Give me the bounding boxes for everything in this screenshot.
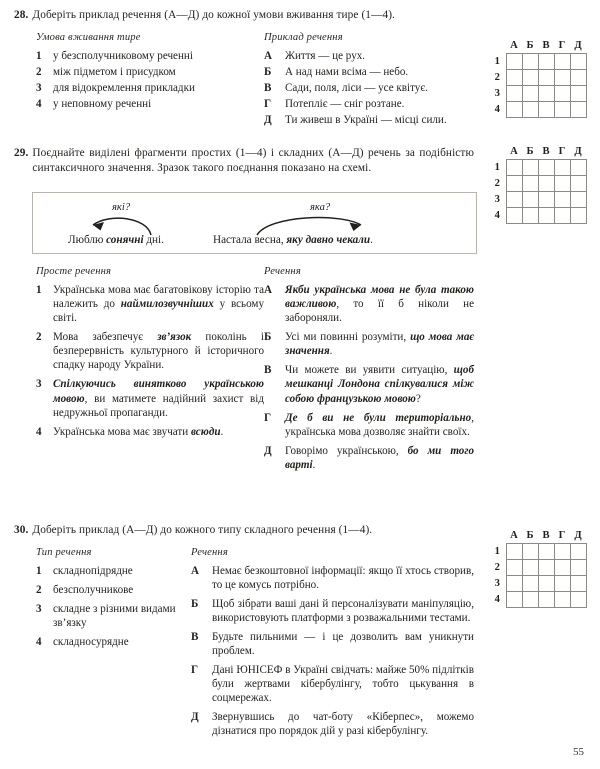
- grid-cell[interactable]: [522, 543, 538, 559]
- list-item[interactable]: [36, 425, 264, 439]
- grid-col-header-a: А: [510, 530, 518, 542]
- item-text: Якби українська мова не була такою важливою, то її б ніколи не забороняли.: [285, 284, 474, 325]
- item-text: у безсполучниковому реченні: [53, 49, 193, 62]
- grid-cell[interactable]: [538, 159, 554, 175]
- grid-cell[interactable]: [538, 575, 554, 591]
- answer-grid-row: [492, 543, 586, 559]
- list-item[interactable]: [191, 710, 474, 738]
- answer-grid-29[interactable]: [492, 146, 596, 224]
- item-key: 1: [36, 49, 42, 62]
- answer-grid-row: [492, 575, 586, 591]
- scheme-left-question: які?: [112, 202, 131, 213]
- exercise-28-header: [14, 8, 474, 23]
- grid-cell[interactable]: [522, 559, 538, 575]
- exercise-28-columns: [14, 32, 474, 129]
- exercise-30-left-heading: Тип речення: [36, 546, 92, 558]
- exercise-29-left-heading: Просте речення: [36, 266, 112, 277]
- grid-cell[interactable]: [570, 159, 586, 175]
- grid-row-header-1: 1: [494, 55, 500, 67]
- item-key: 1: [36, 284, 42, 296]
- grid-col-header-g: Г: [558, 530, 566, 542]
- item-text: у неповному реченні: [53, 97, 152, 110]
- grid-cell[interactable]: [570, 69, 586, 85]
- exercise-30: [14, 523, 474, 744]
- grid-cell[interactable]: [538, 69, 554, 85]
- list-item[interactable]: [191, 564, 474, 592]
- list-item[interactable]: [264, 363, 474, 405]
- grid-cell[interactable]: [538, 207, 554, 223]
- grid-cell[interactable]: [570, 591, 586, 607]
- exercise-29-number: 29.: [14, 147, 29, 159]
- item-key: 3: [36, 378, 42, 391]
- grid-cell[interactable]: [554, 559, 570, 575]
- item-text: Будьте пильними — і це дозволить вам уникнути проблем.: [212, 630, 474, 658]
- list-item[interactable]: [264, 65, 474, 79]
- answer-grid-row: [492, 159, 586, 175]
- scheme-right-question: яка?: [310, 202, 331, 213]
- item-key: 1: [36, 564, 42, 577]
- answer-grid-row: [492, 559, 586, 575]
- exercise-29-columns: [14, 266, 474, 477]
- exercise-30-header: [14, 523, 474, 538]
- grid-cell[interactable]: [554, 207, 570, 223]
- grid-cell[interactable]: [506, 101, 522, 117]
- list-item[interactable]: [264, 283, 474, 325]
- answer-grid-row: [492, 101, 586, 117]
- exercise-30-columns: [14, 547, 474, 744]
- grid-row-header-2: 2: [494, 177, 500, 189]
- exercise-28-right-heading: Приклад речення: [264, 31, 343, 43]
- grid-cell[interactable]: [522, 175, 538, 191]
- item-text: Потепліє — сніг розтане.: [285, 97, 405, 110]
- grid-row-header-1: 1: [494, 161, 500, 173]
- grid-cell[interactable]: [570, 101, 586, 117]
- list-item[interactable]: [264, 49, 474, 63]
- list-item[interactable]: [36, 635, 191, 649]
- grid-col-header-g: Г: [558, 146, 566, 158]
- grid-cell[interactable]: [570, 559, 586, 575]
- item-text: Де б ви не були територіально, українська мова дозволяє знайти своїх.: [285, 411, 474, 438]
- item-text: складнопідрядне: [53, 564, 133, 577]
- exercise-30-right-column: [191, 547, 474, 744]
- grid-row-header-3: 3: [494, 87, 500, 99]
- answer-grid-row: [492, 175, 586, 191]
- exercise-28-right-column: [264, 32, 474, 129]
- list-item[interactable]: [36, 377, 264, 419]
- grid-cell[interactable]: [554, 543, 570, 559]
- answer-grid-header-row: [492, 530, 586, 543]
- item-key: 2: [36, 331, 42, 344]
- grid-col-header-b: Б: [526, 146, 534, 158]
- answer-grid-row: [492, 591, 586, 607]
- grid-cell[interactable]: [522, 575, 538, 591]
- grid-col-header-v: В: [542, 530, 550, 542]
- grid-cell[interactable]: [522, 53, 538, 69]
- item-key: Б: [264, 65, 272, 78]
- list-item[interactable]: [36, 602, 191, 630]
- grid-cell[interactable]: [522, 207, 538, 223]
- exercise-30-prompt: Доберіть приклад (А—Д) до кожного типу складного речення (1—4).: [32, 524, 373, 536]
- scheme-box: [32, 192, 477, 254]
- item-text: складне з різними видами зв’язку: [53, 602, 176, 629]
- grid-col-header-d: Д: [574, 40, 582, 52]
- item-text: безсполучникове: [53, 583, 134, 596]
- grid-cell[interactable]: [506, 191, 522, 207]
- list-item[interactable]: [36, 583, 191, 597]
- exercise-28-prompt: Доберіть приклад речення (А—Д) до кожної умови вживання тире (1—4).: [32, 9, 395, 21]
- grid-cell[interactable]: [506, 159, 522, 175]
- item-text: А над нами всіма — небо.: [285, 65, 409, 78]
- exercise-29-prompt: Поєднайте виділені фрагменти простих (1—4) і складних (А—Д) речень за подібністю синтаксичного значення. Зразок такого поєднання показано на схемі.: [32, 147, 474, 174]
- item-text: Звернувшись до чат-боту «Кіберпес», можемо дізнатися про порядок дій у разі кібербулінгу.: [212, 711, 474, 738]
- item-key: Б: [264, 331, 272, 344]
- answer-grid-row: [492, 69, 586, 85]
- grid-cell[interactable]: [538, 53, 554, 69]
- exercise-28-number: 28.: [14, 9, 29, 21]
- grid-corner: [492, 40, 506, 53]
- answer-grid-header-row: [492, 40, 586, 53]
- exercise-29: [14, 146, 474, 175]
- item-text: Українська мова має багатовікову історію та належить до наймилозвучніших у всьому світі.: [53, 284, 264, 325]
- grid-cell[interactable]: [506, 207, 522, 223]
- grid-cell[interactable]: [538, 175, 554, 191]
- item-text: Говорімо українською, бо ми того варті.: [285, 444, 474, 471]
- answer-grid-table[interactable]: [492, 40, 587, 118]
- grid-cell[interactable]: [522, 159, 538, 175]
- grid-cell[interactable]: [538, 559, 554, 575]
- grid-cell[interactable]: [570, 207, 586, 223]
- grid-cell[interactable]: [522, 85, 538, 101]
- exercise-30-right-heading: Речення: [191, 546, 228, 558]
- exercise-28-examples-list: [264, 49, 474, 127]
- grid-col-header-a: А: [510, 146, 518, 158]
- item-text: Ти живеш в Україні — місці сили.: [285, 113, 447, 126]
- grid-row-header-2: 2: [494, 561, 500, 573]
- item-text: для відокремлення прикладки: [53, 81, 195, 94]
- grid-cell[interactable]: [538, 591, 554, 607]
- item-key: Г: [264, 411, 272, 424]
- list-item[interactable]: [264, 330, 474, 358]
- exercise-28: [14, 8, 474, 129]
- item-text: Спілкуючись винятково українською мовою, ви матимете надійний захист від недружньої пропаганди.: [53, 378, 264, 419]
- grid-cell[interactable]: [538, 85, 554, 101]
- item-text: Мова забезпечує зв’язок поколінь і безперервність культурного й історичного спадку народу України.: [53, 331, 264, 372]
- scheme-right-highlight: яку давно чекали: [286, 234, 371, 246]
- grid-row-header-3: 3: [494, 577, 500, 589]
- grid-cell[interactable]: [506, 69, 522, 85]
- grid-cell[interactable]: [570, 53, 586, 69]
- exercise-29-complex-sentences-list: [264, 283, 474, 472]
- grid-col-header-b: Б: [526, 40, 534, 52]
- grid-col-header-b: Б: [526, 530, 534, 542]
- answer-grid-row: [492, 207, 586, 223]
- grid-cell[interactable]: [522, 591, 538, 607]
- exercise-28-left-column: [36, 32, 264, 129]
- grid-col-header-d: Д: [574, 530, 582, 542]
- item-key: 4: [36, 425, 42, 438]
- answer-grid-row: [492, 85, 586, 101]
- exercise-29-right-heading: Речення: [264, 266, 301, 277]
- exercise-28-left-heading: Умова вживання тире: [36, 31, 141, 43]
- grid-row-header-1: 1: [494, 545, 500, 557]
- grid-cell[interactable]: [570, 191, 586, 207]
- item-text: між підметом і присудком: [53, 65, 176, 78]
- exercise-29-simple-sentences-list: [36, 283, 264, 439]
- list-item[interactable]: [36, 283, 264, 325]
- answer-grid-30[interactable]: [492, 530, 596, 608]
- grid-cell[interactable]: [522, 101, 538, 117]
- scheme-right-sentence: Настала весна, яку давно чекали.: [213, 234, 373, 246]
- grid-cell[interactable]: [522, 191, 538, 207]
- grid-cell[interactable]: [506, 53, 522, 69]
- scheme-left-sentence: Люблю сонячні дні.: [68, 234, 164, 246]
- item-key: 2: [36, 583, 42, 596]
- grid-cell[interactable]: [506, 559, 522, 575]
- exercise-29-header: [14, 146, 474, 175]
- exercise-30-left-column: [36, 547, 191, 744]
- list-item[interactable]: [36, 564, 191, 578]
- grid-row-header-2: 2: [494, 71, 500, 83]
- list-item[interactable]: [36, 330, 264, 372]
- list-item[interactable]: [191, 597, 474, 625]
- item-text: Усі ми повинні розуміти, що мова має значення.: [285, 331, 474, 358]
- grid-cell[interactable]: [538, 101, 554, 117]
- grid-row-header-4: 4: [494, 209, 500, 221]
- item-key: 4: [36, 97, 42, 110]
- item-key: В: [191, 630, 199, 643]
- list-item[interactable]: [264, 411, 474, 439]
- item-key: Г: [264, 97, 272, 110]
- item-text: Немає безкоштовної інформації: якщо її хтось створив, то це комусь потрібно.: [212, 564, 474, 591]
- exercise-28-conditions-list: [36, 49, 264, 111]
- grid-cell[interactable]: [522, 69, 538, 85]
- item-key: Д: [264, 444, 272, 457]
- grid-row-header-4: 4: [494, 103, 500, 115]
- list-item[interactable]: [36, 81, 264, 95]
- item-key: Д: [191, 711, 199, 724]
- grid-corner: [492, 146, 506, 159]
- exercise-30-number: 30.: [14, 524, 29, 536]
- grid-cell[interactable]: [554, 159, 570, 175]
- grid-cell[interactable]: [554, 69, 570, 85]
- answer-grid-table[interactable]: [492, 530, 587, 608]
- exercise-30-sentences-list: [191, 564, 474, 739]
- answer-grid-row: [492, 53, 586, 69]
- answer-grid-28[interactable]: [492, 40, 596, 118]
- item-text: Дані ЮНІСЕФ в Україні свідчать: майже 50% підлітків були жертвами кібербулінгу, тобто цькування в соцмережах.: [212, 664, 474, 705]
- grid-cell[interactable]: [570, 175, 586, 191]
- grid-cell[interactable]: [554, 85, 570, 101]
- grid-cell[interactable]: [554, 575, 570, 591]
- item-key: Б: [191, 597, 199, 610]
- grid-cell[interactable]: [570, 85, 586, 101]
- answer-grid-table[interactable]: [492, 146, 587, 224]
- list-item[interactable]: [264, 113, 474, 127]
- grid-cell[interactable]: [570, 575, 586, 591]
- grid-cell[interactable]: [570, 543, 586, 559]
- grid-cell[interactable]: [554, 101, 570, 117]
- exercise-29-left-column: [36, 266, 264, 477]
- exercise-29-right-column: [264, 266, 474, 477]
- item-key: В: [264, 364, 272, 377]
- list-item[interactable]: [36, 65, 264, 79]
- grid-cell[interactable]: [554, 175, 570, 191]
- grid-col-header-v: В: [542, 40, 550, 52]
- exercise-30-types-list: [36, 564, 191, 649]
- item-key: В: [264, 81, 272, 94]
- answer-grid-header-row: [492, 146, 586, 159]
- grid-cell[interactable]: [506, 575, 522, 591]
- item-key: А: [264, 49, 273, 62]
- page-number: 55: [573, 746, 584, 758]
- grid-row-header-3: 3: [494, 193, 500, 205]
- item-text: складносурядне: [53, 635, 129, 648]
- grid-cell[interactable]: [506, 175, 522, 191]
- item-text: Сади, поля, ліси — усе квітує.: [285, 81, 428, 94]
- item-key: Г: [191, 664, 199, 677]
- item-text: Життя — це рух.: [285, 49, 366, 62]
- item-key: А: [191, 564, 200, 577]
- grid-col-header-d: Д: [574, 146, 582, 158]
- grid-cell[interactable]: [554, 191, 570, 207]
- grid-col-header-v: В: [542, 146, 550, 158]
- grid-cell[interactable]: [554, 53, 570, 69]
- grid-cell[interactable]: [506, 85, 522, 101]
- scheme-left-highlight: сонячні: [106, 234, 144, 246]
- item-key: 3: [36, 81, 42, 94]
- grid-corner: [492, 530, 506, 543]
- item-text: Українська мова має звучати всюди.: [53, 425, 224, 438]
- answer-grid-row: [492, 191, 586, 207]
- item-text: Щоб зібрати ваші дані й персоналізувати маніпуляцію, використовують платформи з розважальними тестами.: [212, 597, 474, 624]
- grid-cell[interactable]: [506, 591, 522, 607]
- list-item[interactable]: [36, 97, 264, 111]
- grid-row-header-4: 4: [494, 593, 500, 605]
- grid-cell[interactable]: [538, 543, 554, 559]
- grid-cell[interactable]: [554, 591, 570, 607]
- item-key: 3: [36, 602, 42, 615]
- item-key: 2: [36, 65, 42, 78]
- item-key: А: [264, 284, 273, 296]
- item-key: Д: [264, 113, 272, 126]
- grid-cell[interactable]: [538, 191, 554, 207]
- list-item[interactable]: [36, 49, 264, 63]
- list-item[interactable]: [264, 81, 474, 95]
- list-item[interactable]: [191, 630, 474, 658]
- grid-col-header-a: А: [510, 40, 518, 52]
- item-key: 4: [36, 635, 42, 648]
- grid-col-header-g: Г: [558, 40, 566, 52]
- list-item[interactable]: [191, 663, 474, 705]
- list-item[interactable]: [264, 97, 474, 111]
- item-text: Чи можете ви уявити ситуацію, щоб мешканці Лондона спілкувалися між собою французькою мовою?: [285, 364, 474, 405]
- list-item[interactable]: [264, 444, 474, 472]
- grid-cell[interactable]: [506, 543, 522, 559]
